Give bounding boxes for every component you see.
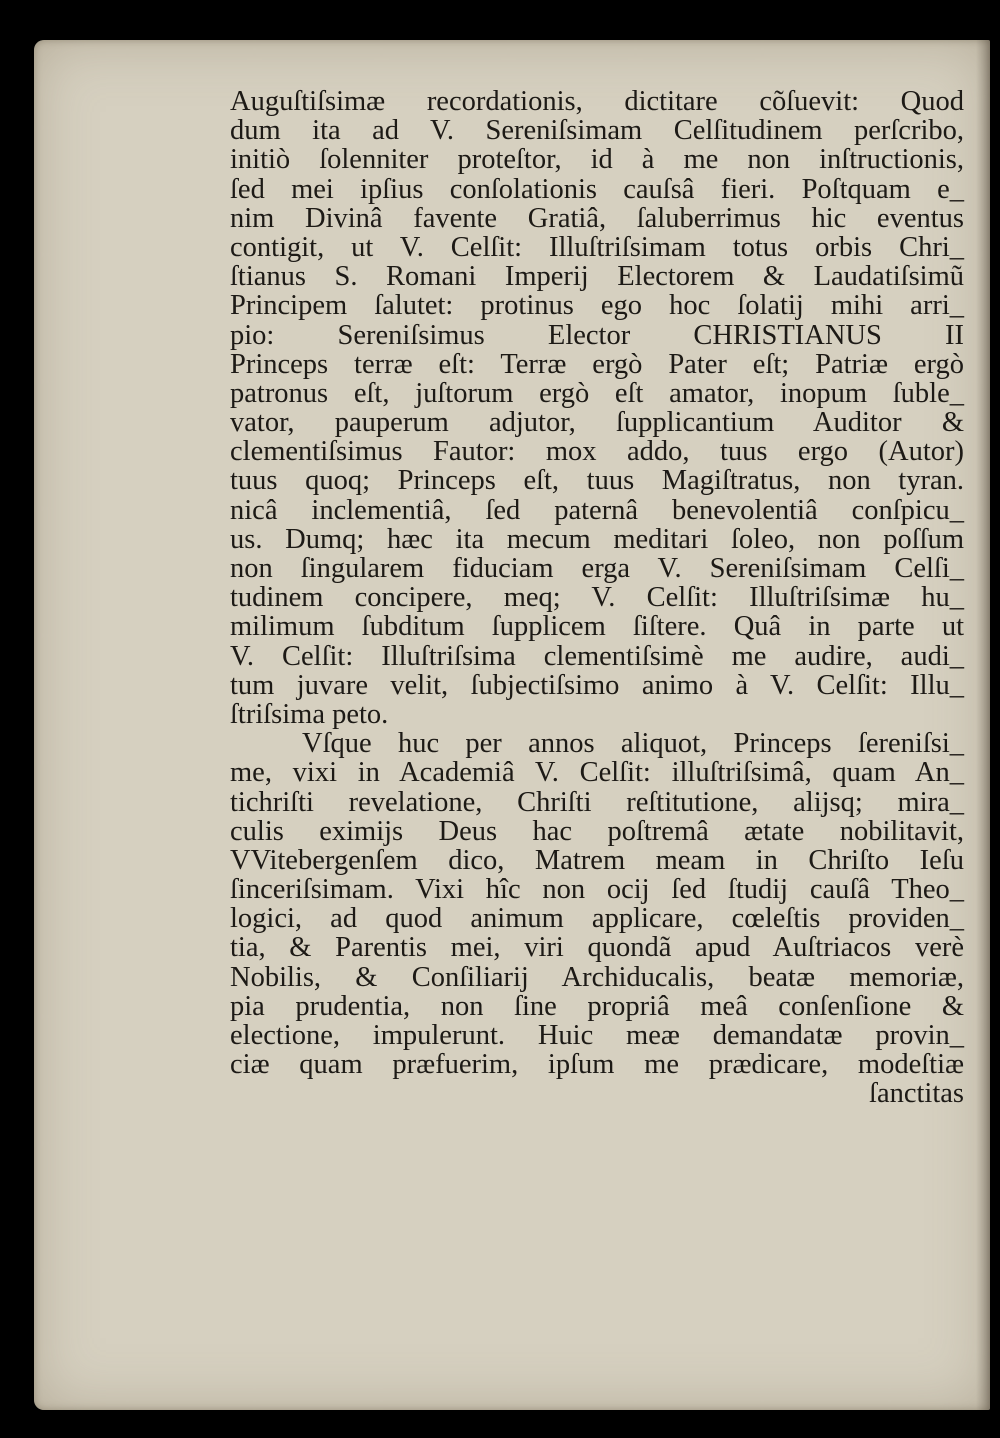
catchword: ſanctitas — [869, 1078, 964, 1110]
book-page — [34, 40, 990, 1410]
text-line: culis eximijs Deus hac poſtremâ ætate nobilitavit, — [230, 815, 964, 847]
text-line: electione, impulerunt. Huic meæ demandatæ provin_ — [230, 1020, 964, 1051]
text-line: tia, & Parentis mei, viri quondã apud Auſtriacos verè — [230, 932, 964, 964]
text-line: non ſingularem fiduciam erga V. Sereniſsimam Celſi_ — [230, 553, 964, 584]
text-line: VVitebergenſem dico, Matrem meam in Chriſto Ieſu — [230, 844, 964, 876]
text-line: tudinem concipere, meq; V. Celſit: Illuſtriſsimæ hu_ — [230, 582, 964, 614]
text-line: ciæ quam præfuerim, ipſum me prædicare, modeſtiæ — [230, 1049, 964, 1081]
text-line: ſinceriſsimam. Vixi hîc non ocij ſed ſtudij cauſâ Theo_ — [230, 874, 964, 906]
text-line: pia prudentia, non ſine propriâ meâ conſenſione & — [230, 990, 964, 1022]
text-line: ſtriſsima peto. — [230, 698, 389, 730]
text-line: tichriſti revelatione, Chriſti reſtitutione, alijsq; mira_ — [230, 786, 964, 818]
text-line: clementiſsimus Fautor: mox addo, tuus ergo (Autor) — [230, 436, 964, 468]
text-line: contigit, ut V. Celſit: Illuſtriſsimam totus orbis Chri_ — [230, 231, 964, 263]
text-line: ſed mei ipſius conſolationis cauſsâ fieri. Poſtquam e_ — [230, 173, 964, 205]
paragraph-1 — [230, 87, 964, 729]
text-line: Nobilis, & Conſiliarij Archiducalis, beatæ memoriæ, — [230, 961, 964, 993]
text-line: tum juvare velit, ſubjectiſsimo animo à V. Celſit: Illu_ — [230, 669, 964, 701]
text-line: ſtianus S. Romani Imperij Electorem & Laudatiſsimũ — [230, 261, 964, 293]
text-line: Principem ſalutet: protinus ego hoc ſolatij mihi arri_ — [230, 290, 964, 322]
text-line: milimum ſubditum ſupplicem ſiſtere. Quâ in parte ut — [230, 611, 964, 643]
text-line: Princeps terræ eſt: Terræ ergò Pater eſt; Patriæ ergò — [230, 348, 964, 380]
text-line: me, vixi in Academiâ V. Celſit: illuſtriſsimâ, quam An_ — [230, 757, 964, 789]
text-line: dum ita ad V. Sereniſsimam Celſitudinem perſcribo, — [230, 115, 964, 147]
text-line: nicâ inclementiâ, ſed paternâ benevolentiâ conſpicu_ — [230, 494, 964, 526]
text-line: patronus eſt, juſtorum ergò eſt amator, inopum ſuble_ — [230, 377, 964, 409]
text-line: us. Dumq; hæc ita mecum meditari ſoleo, non poſſum — [230, 523, 964, 555]
text-line: initiò ſolenniter proteſtor, id à me non inſtructionis, — [230, 144, 964, 176]
text-line: V. Celſit: Illuſtriſsima clementiſsimè me audire, audi_ — [230, 640, 964, 672]
text-line: vator, pauperum adjutor, ſupplicantium Auditor & — [230, 407, 964, 439]
page-text — [230, 87, 964, 1109]
text-line: nim Divinâ favente Gratiâ, ſaluberrimus hic eventus — [230, 202, 964, 234]
paragraph-2 — [230, 729, 964, 1079]
text-line: Vſque huc per annos aliquot, Princeps ſereniſsi_ — [302, 728, 964, 760]
text-line: pio: Sereniſsimus Elector CHRISTIANUS II — [230, 319, 964, 351]
text-line: tuus quoq; Princeps eſt, tuus Magiſtratus, non tyran. — [230, 465, 964, 497]
text-line: logici, ad quod animum applicare, cœleſtis providen_ — [230, 903, 964, 935]
text-line: Auguſtiſsimæ recordationis, dictitare cõſuevit: Quod — [230, 86, 964, 117]
